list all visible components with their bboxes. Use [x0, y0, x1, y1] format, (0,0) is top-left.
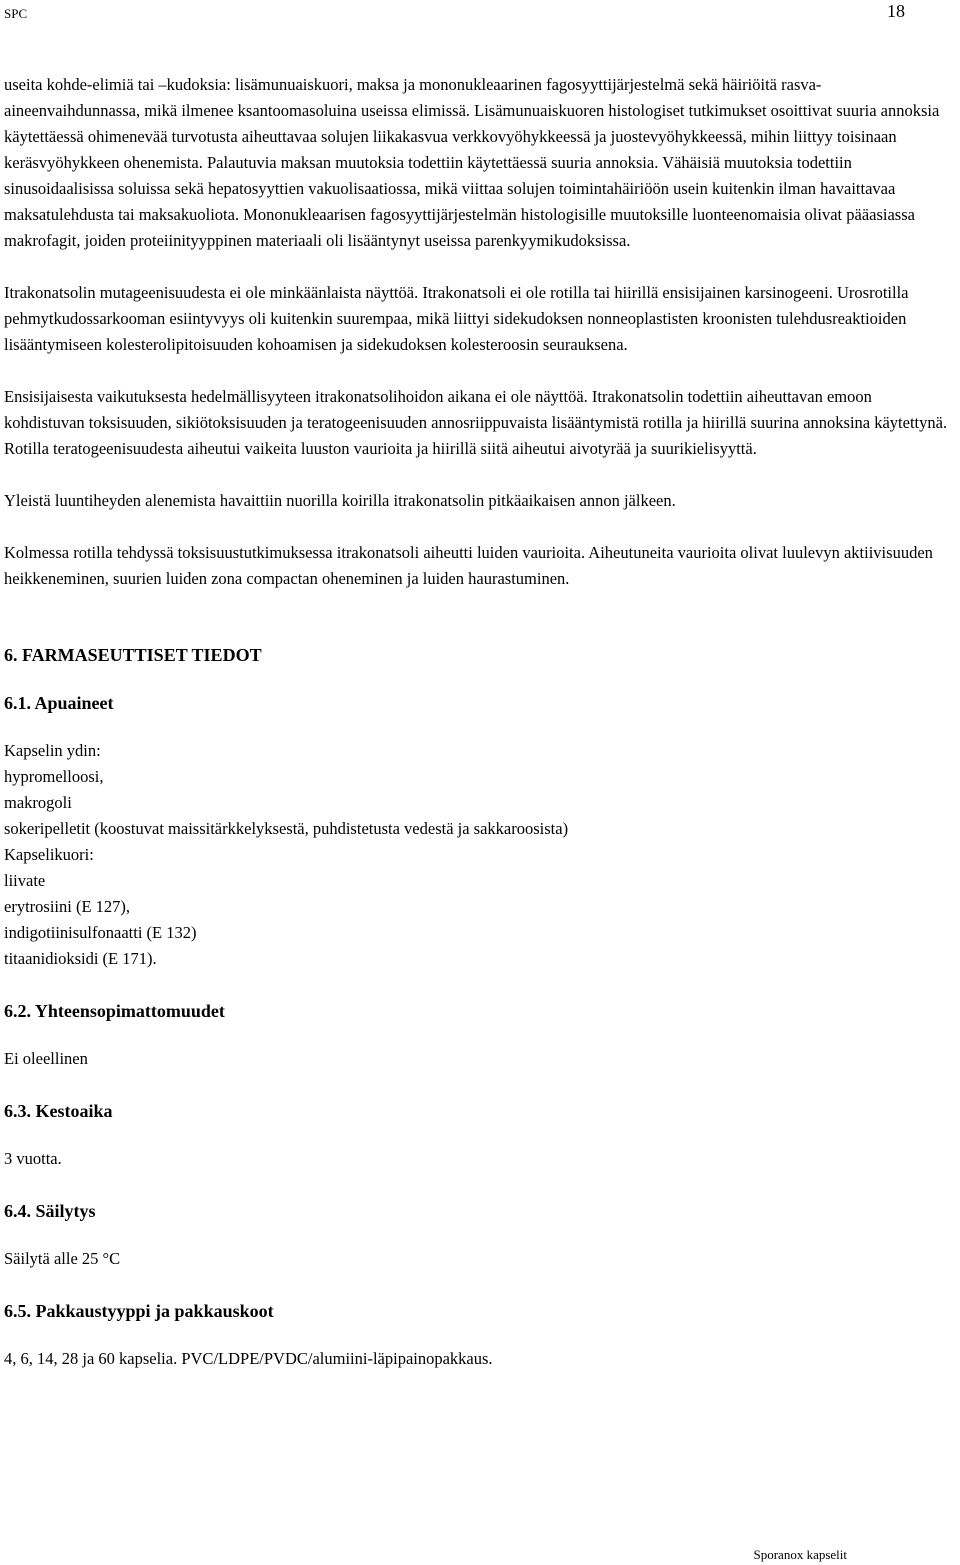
excipient-line: erytrosiini (E 127), — [4, 897, 131, 916]
section-6-1-heading: 6.1. Apuaineet — [4, 693, 114, 713]
document-header-label: SPC — [4, 6, 28, 21]
rat-study-paragraph: Kolmessa rotilla tehdyssä toksisuustutkimuksessa itrakonatsoli aiheutti luiden vaurioita. Aiheutuneita vaurioita olivat luulevyn aktiivisuuden heikkeneminen, suurien luiden zona compactan oheneminen ja luiden haurastuminen. — [4, 543, 933, 588]
excipient-line: Kapselikuori: — [4, 845, 94, 864]
bone-density-paragraph: Yleistä luuntiheyden alenemista havaittiin nuorilla koirilla itrakonatsolin pitkäaikaisen annon jälkeen. — [4, 491, 676, 510]
excipients-list — [4, 738, 954, 972]
paragraph-sentence: Palautuvia maksan muutoksia todettiin käytettäessä suuria annoksia. — [206, 153, 659, 172]
section-6-heading: 6. FARMASEUTTISET TIEDOT — [4, 645, 262, 665]
excipient-line: makrogoli — [4, 793, 72, 812]
section-6-4-heading: 6.4. Säilytys — [4, 1201, 96, 1221]
section-6-3-heading: 6.3. Kestoaika — [4, 1101, 113, 1121]
paragraph-sentence: Vähäisiä muutoksia todettiin sinusoidaalisissa soluissa sekä hepatosyyttien vakuolisaatiossa, mikä viittaa solujen toimintahäiriöön usein kuitenkin ilman havaittavaa maksatulehdusta tai maksakuoliota. — [4, 153, 896, 224]
incompatibilities-text: Ei oleellinen — [4, 1049, 88, 1068]
section-6-5-heading: 6.5. Pakkaustyyppi ja pakkauskoot — [4, 1301, 274, 1321]
page-number: 18 — [887, 1, 905, 21]
excipient-line: indigotiinisulfonaatti (E 132) — [4, 923, 197, 942]
excipient-line: Kapselin ydin: — [4, 741, 101, 760]
excipient-line: titaanidioksidi (E 171). — [4, 949, 157, 968]
shelf-life-text: 3 vuotta. — [4, 1149, 62, 1168]
paragraph-sentence: useita kohde-elimiä tai –kudoksia: lisämunuaiskuori, maksa ja mononukleaarinen fagosyyttijärjestelmä sekä häiriöitä rasva-aineenvaihdunnassa, mikä ilmenee ksantoomasoluina useissa elimissä. — [4, 75, 822, 120]
paragraph-sentence: Mononukleaarisen fagosyyttijärjestelmän histologisille muutoksille luonteenomaisia olivat pääasiassa makrofagit, joiden proteiinityyppinen materiaali oli lisääntynyt useissa parenkyymikudoksissa. — [4, 205, 915, 250]
excipient-line: sokeripelletit (koostuvat maissitärkkelyksestä, puhdistetusta vedestä ja sakkaroosista) — [4, 819, 569, 838]
document-footer: Sporanox kapselit — [753, 1547, 847, 1562]
paragraph-sentence: Lisämunuaiskuoren histologiset tutkimukset osoittivat suuria annoksia käytettäessä ohimenevää turvotusta aiheuttavaa solujen liikakasvua verkkovyöhykkeessä ja juostevyöhykkeessä, mihin liittyy toisinaan keräsvyöhykkeen ohenemista. — [4, 101, 940, 172]
document-body — [4, 72, 954, 1372]
excipient-line: liivate — [4, 871, 46, 890]
section-6-2-heading: 6.2. Yhteensopimattomuudet — [4, 1001, 225, 1021]
toxicity-paragraph — [4, 72, 954, 254]
packaging-text: 4, 6, 14, 28 ja 60 kapselia. PVC/LDPE/PVDC/alumiini-läpipainopakkaus. — [4, 1349, 493, 1368]
excipient-line: hypromelloosi, — [4, 767, 104, 786]
storage-text: Säilytä alle 25 °C — [4, 1249, 121, 1268]
fertility-paragraph: Ensisijaisesta vaikutuksesta hedelmällisyyteen itrakonatsolihoidon aikana ei ole näyttöä. Itrakonatsolin todettiin aiheuttavan emoon kohdistuvan toksisuuden, sikiötoksisuuden ja teratogeenisuuden annosriippuvaista lisääntymistä rotilla ja hiirillä suurina annoksina käytettynä. Rotilla teratogeenisuudesta aiheutui vaikeita luuston vaurioita ja hiirillä siitä aiheutui aivotyrää ja suurikielisyyttä. — [4, 387, 948, 458]
mutagenicity-paragraph: Itrakonatsolin mutageenisuudesta ei ole minkäänlaista näyttöä. Itrakonatsoli ei ole rotilla tai hiirillä ensisijainen karsinogeeni. Urosrotilla pehmytkudossarkooman esiintyvyys oli kuitenkin suurempaa, mikä liittyi sidekudoksen nonneoplastisten kroonisten tulehdusreaktioiden lisääntymiseen kolesterolipitoisuuden kohoamisen ja sidekudoksen kolesteroosin seurauksena. — [4, 283, 909, 354]
